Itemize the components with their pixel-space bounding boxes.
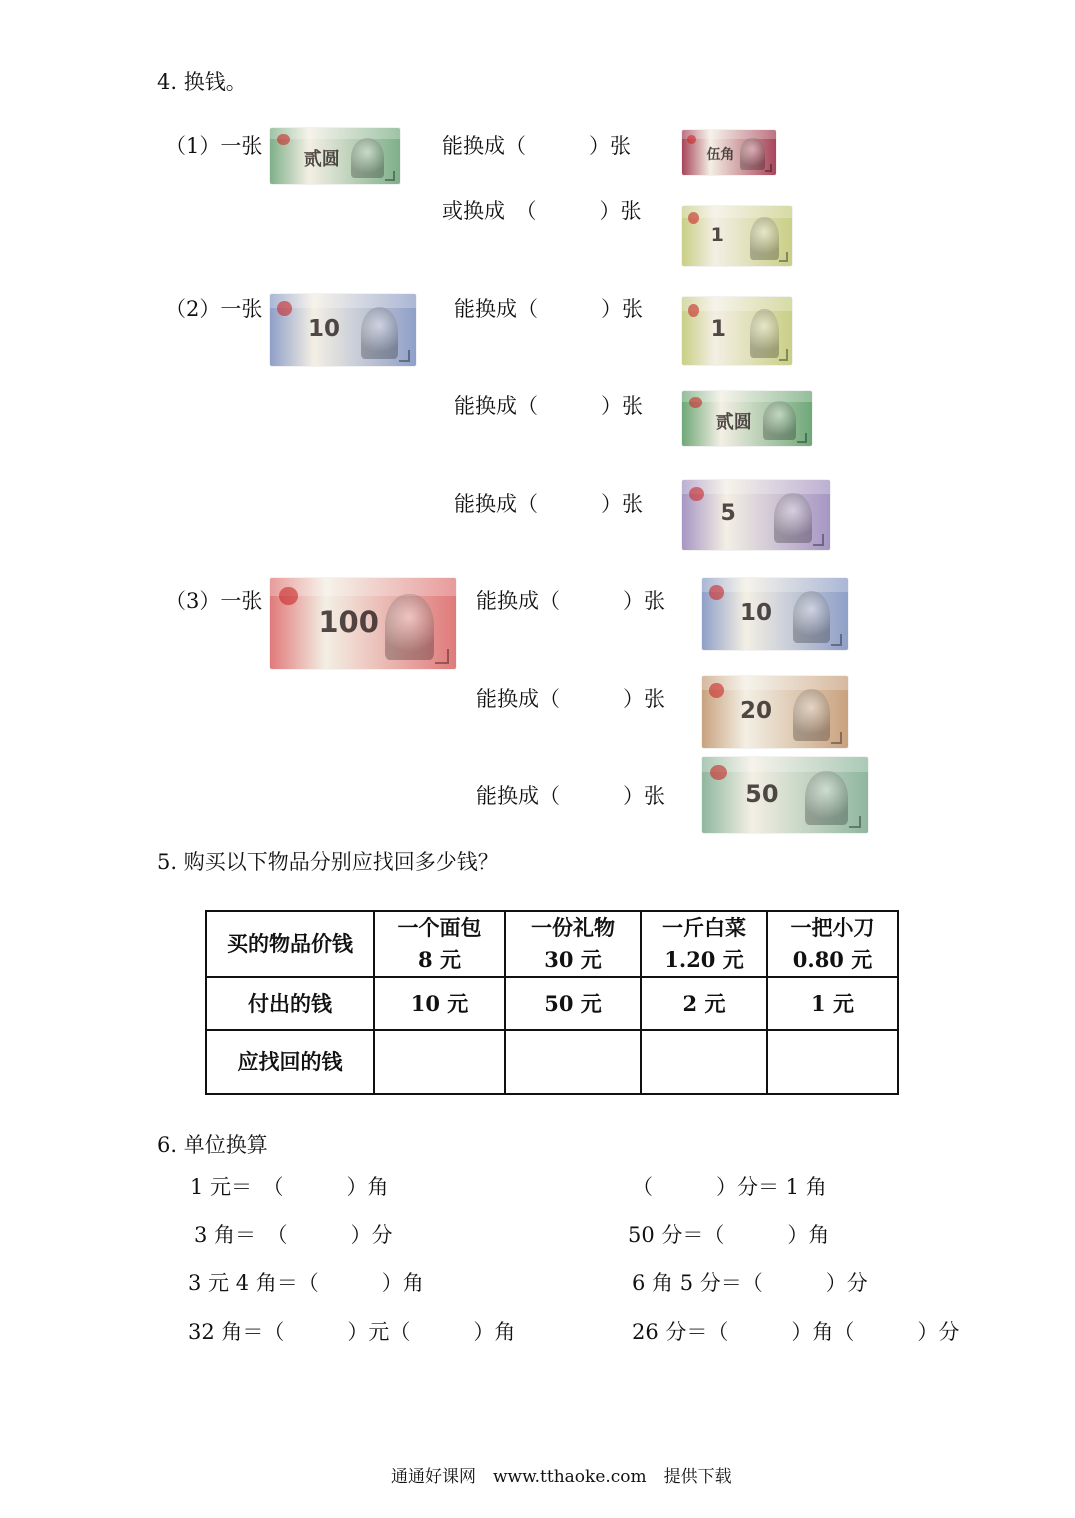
q4-item1-row2-label: 或换成 （ ）张 — [442, 199, 642, 223]
national-emblem-icon — [709, 585, 724, 599]
national-emblem-icon — [709, 683, 724, 697]
denomination-numeral: 贰圆 — [303, 148, 340, 170]
item-price: 8 元 — [418, 947, 461, 972]
item-name: 一份礼物 — [531, 915, 615, 940]
corner-mark — [831, 634, 842, 646]
national-emblem-icon — [689, 397, 702, 408]
item-price: 1.20 元 — [664, 947, 744, 972]
item-cell — [641, 911, 767, 977]
q4-item2-prefix: （2）一张 — [165, 297, 263, 321]
national-emblem-icon — [277, 301, 292, 315]
q6-left-4: 32 角＝（ ）元（ ）角 — [188, 1320, 516, 1344]
q5-title: 5. 购买以下物品分别应找回多少钱？ — [157, 850, 499, 874]
corner-mark — [779, 349, 788, 361]
portrait-illustration — [361, 307, 399, 359]
banknote-band — [682, 480, 830, 494]
banknote-band — [682, 206, 792, 218]
banknote-2-jiao-image — [270, 128, 400, 184]
national-emblem-icon — [689, 487, 704, 501]
corner-mark — [765, 164, 773, 172]
portrait-illustration — [351, 138, 385, 178]
denomination-numeral: 1 — [710, 317, 726, 343]
portrait-illustration — [740, 138, 764, 170]
banknote-band — [270, 578, 456, 596]
banknote-band — [682, 391, 812, 402]
banknote-1-yuan-image — [682, 206, 792, 266]
q6-left-2: 3 角＝ （ ）分 — [194, 1223, 393, 1247]
item-price: 0.80 元 — [792, 947, 873, 972]
national-emblem-icon — [279, 587, 298, 605]
q6-right-2: 50 分＝（ ）角 — [628, 1223, 830, 1247]
banknote-band — [270, 294, 416, 308]
item-name: 一斤白菜 — [662, 915, 746, 940]
item-name: 一把小刀 — [790, 915, 875, 940]
paid-cell: 2 元 — [641, 977, 767, 1030]
denomination-numeral: 10 — [739, 599, 772, 626]
banknote-100-yuan-image — [270, 578, 456, 669]
price-table — [205, 910, 899, 1095]
q4-item3-prefix: （3）一张 — [165, 589, 263, 613]
paid-cell: 10 元 — [374, 977, 505, 1030]
q4-item1-row1-label: 能换成（ ）张 — [442, 134, 631, 158]
row-header-paid: 付出的钱 — [206, 977, 374, 1030]
portrait-illustration — [793, 689, 831, 741]
portrait-illustration — [805, 771, 848, 826]
item-price: 30 元 — [544, 947, 602, 972]
change-answer-cell[interactable] — [767, 1030, 898, 1094]
banknote-10-yuan-image — [270, 294, 416, 366]
q6-left-1: 1 元＝ （ ）角 — [190, 1175, 389, 1199]
q4-item3-row1-label: 能换成（ ）张 — [476, 589, 665, 613]
item-cell — [505, 911, 641, 977]
portrait-illustration — [750, 309, 779, 358]
q4-item2-row3-label: 能换成（ ）张 — [454, 492, 643, 516]
portrait-illustration — [774, 493, 812, 543]
item-cell — [767, 911, 898, 977]
banknote-20-yuan-image — [702, 676, 848, 748]
corner-mark — [779, 252, 788, 262]
corner-mark — [435, 649, 448, 664]
national-emblem-icon — [688, 304, 699, 318]
q4-item1-prefix: （1）一张 — [165, 134, 263, 158]
change-answer-cell[interactable] — [641, 1030, 767, 1094]
q6-right-1: （ ）分＝ 1 角 — [632, 1175, 827, 1199]
denomination-numeral: 10 — [307, 315, 340, 342]
denomination-numeral: 50 — [745, 779, 779, 808]
banknote-5-jiao-image — [682, 130, 776, 175]
banknote-band — [270, 128, 400, 139]
banknote-1-yuan-image — [682, 297, 792, 365]
corner-mark — [813, 534, 824, 546]
q6-right-3: 6 角 5 分＝（ ）分 — [632, 1271, 868, 1295]
corner-mark — [385, 171, 395, 181]
portrait-illustration — [793, 591, 831, 643]
q4-item2-row2-label: 能换成（ ）张 — [454, 394, 643, 418]
q6-title: 6. 单位换算 — [157, 1133, 268, 1157]
portrait-illustration — [385, 594, 433, 660]
denomination-numeral: 伍角 — [706, 146, 735, 163]
national-emblem-icon — [688, 212, 699, 224]
banknote-band — [702, 757, 868, 772]
corner-mark — [831, 732, 842, 744]
paid-cell: 50 元 — [505, 977, 641, 1030]
q4-title: 4. 换钱。 — [157, 70, 247, 94]
q6-right-4: 26 分＝（ ）角（ ）分 — [632, 1320, 960, 1344]
denomination-numeral: 贰圆 — [715, 411, 752, 433]
portrait-illustration — [750, 217, 779, 260]
item-name: 一个面包 — [397, 915, 482, 940]
q4-item3-row3-label: 能换成（ ）张 — [476, 784, 665, 808]
change-answer-cell[interactable] — [505, 1030, 641, 1094]
banknote-band — [682, 130, 776, 139]
footer-text: 通通好课网 www.tthaoke.com 提供下载 — [391, 1467, 732, 1487]
paid-cell: 1 元 — [767, 977, 898, 1030]
denomination-numeral: 5 — [720, 501, 736, 526]
corner-mark — [849, 816, 861, 829]
banknote-2-yuan-image — [682, 391, 812, 446]
national-emblem-icon — [687, 135, 696, 144]
q4-item2-row1-label: 能换成（ ）张 — [454, 297, 643, 321]
banknote-band — [702, 676, 848, 690]
national-emblem-icon — [710, 765, 727, 780]
change-answer-cell[interactable] — [374, 1030, 505, 1094]
q4-item3-row2-label: 能换成（ ）张 — [476, 687, 665, 711]
banknote-5-yuan-image — [682, 480, 830, 550]
national-emblem-icon — [277, 134, 290, 145]
denomination-numeral: 1 — [710, 224, 724, 246]
denomination-numeral: 20 — [739, 697, 772, 724]
portrait-illustration — [763, 401, 797, 441]
item-cell — [374, 911, 505, 977]
q6-left-3: 3 元 4 角＝（ ）角 — [188, 1271, 424, 1295]
banknote-band — [702, 578, 848, 592]
banknote-50-yuan-image — [702, 757, 868, 833]
banknote-10-yuan-image — [702, 578, 848, 650]
corner-mark — [399, 350, 410, 362]
row-header-price: 买的物品价钱 — [206, 911, 374, 977]
denomination-numeral: 100 — [318, 605, 379, 640]
corner-mark — [797, 433, 807, 443]
banknote-band — [682, 297, 792, 311]
row-header-change: 应找回的钱 — [206, 1030, 374, 1094]
